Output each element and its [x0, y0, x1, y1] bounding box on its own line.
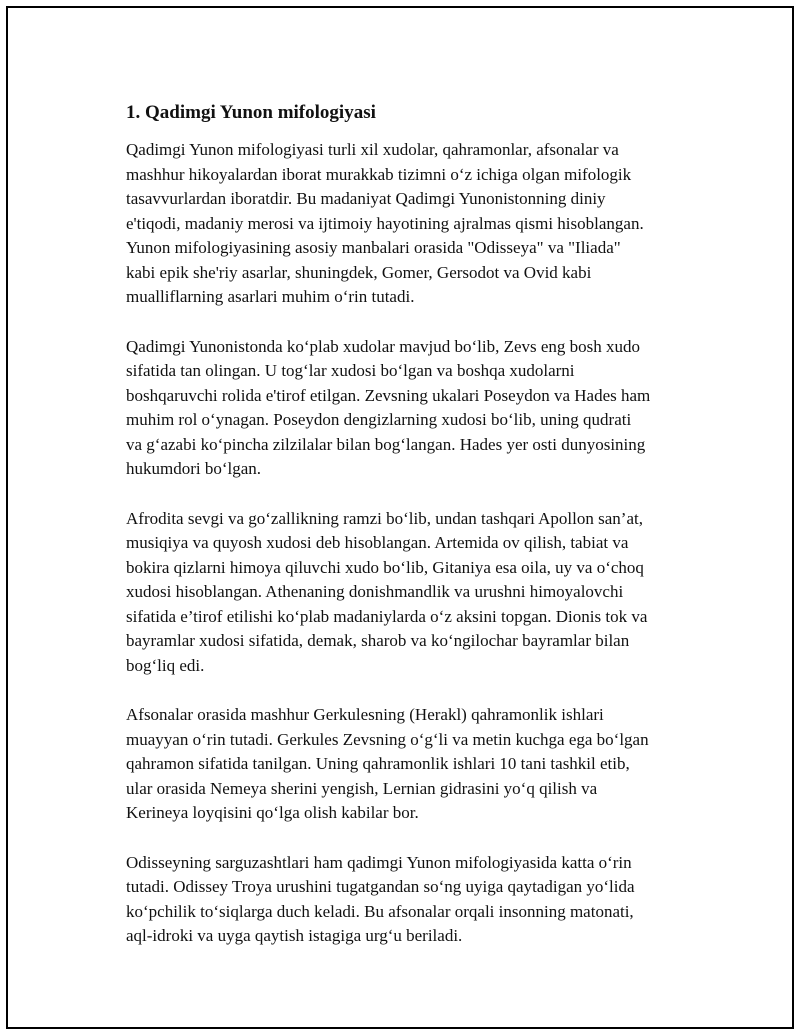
section-heading: 1. Qadimgi Yunon mifologiyasi [126, 102, 376, 123]
paragraph-hercules: Afsonalar orasida mashhur Gerkulesning (Herakl) qahramonlik ishlari muayyan oʻrin tutadi. Gerkules Zevsning oʻgʻli va metin kuchga ega boʻlgan qahramon sifatida tanilgan. Uning qahramonlik ishlari 10 tani tashkil etib, ular orasida Nemeya sherini yengish, Lernian gidrasini yoʻq qilish va Kerineya loyqisini qoʻlga olish kabilar bor. [126, 705, 649, 822]
document-body [126, 100, 704, 974]
paragraph-intro: Qadimgi Yunon mifologiyasi turli xil xudolar, qahramonlar, afsonalar va mashhur hikoyalardan iborat murakkab tizimni oʻz ichiga olgan mifologik tasavvurlardan iboratdir. Bu madaniyat Qadimgi Yunonistonning diniy e'tiqodi, madaniy merosi va ijtimoiy hayotining ajralmas qismi hisoblangan. Yunon mifologiyasining asosiy manbalari orasida "Odisseya" va "Iliada" kabi epik she'riy asarlar, shuningdek, Gomer, Gersodot va Ovid kabi mualliflarning asarlari muhim oʻrin tutadi. [126, 140, 644, 306]
page-frame [6, 6, 794, 1029]
paragraph-gods: Qadimgi Yunonistonda koʻplab xudolar mavjud boʻlib, Zevs eng bosh xudo sifatida tan olingan. U togʻlar xudosi boʻlgan va boshqa xudolarni boshqaruvchi rolida e'tirof etilgan. Zevsning ukalari Poseydon va Hades ham muhim rol oʻynagan. Poseydon dengizlarning xudosi boʻlib, uning qudrati va gʻazabi koʻpincha zilzilalar bilan bogʻlangan. Hades yer osti dunyosining hukumdori boʻlgan. [126, 336, 651, 478]
paragraph-odyssey: Odisseyning sarguzashtlari ham qadimgi Yunon mifologiyasida katta oʻrin tutadi. Odissey Troya urushini tugatgandan soʻng uyiga qaytadigan yoʻlida koʻpchilik toʻsiqlarga duch keladi. Bu afsonalar orqali insonning matonati, aql-idroki va uyga qaytish istagiga urgʻu beriladi. [126, 852, 635, 945]
paragraph-goddesses: Afrodita sevgi va goʻzallikning ramzi boʻlib, undan tashqari Apollon san’at, musiqiya va quyosh xudosi deb hisoblangan. Artemida ov qilish, tabiat va bokira qizlarni himoya qiluvchi xudo boʻlib, Gitaniya esa oila, uy va oʻchoq xudosi hisoblangan. Athenaning donishmandlik va urushni himoyalovchi sifatida e’tirof etilishi koʻplab madaniylarda oʻz aksini topgan. Dionis tok va bayramlar xudosi sifatida, demak, sharob va koʻngilochar bayramlar bilan bogʻliq edi. [126, 508, 648, 675]
